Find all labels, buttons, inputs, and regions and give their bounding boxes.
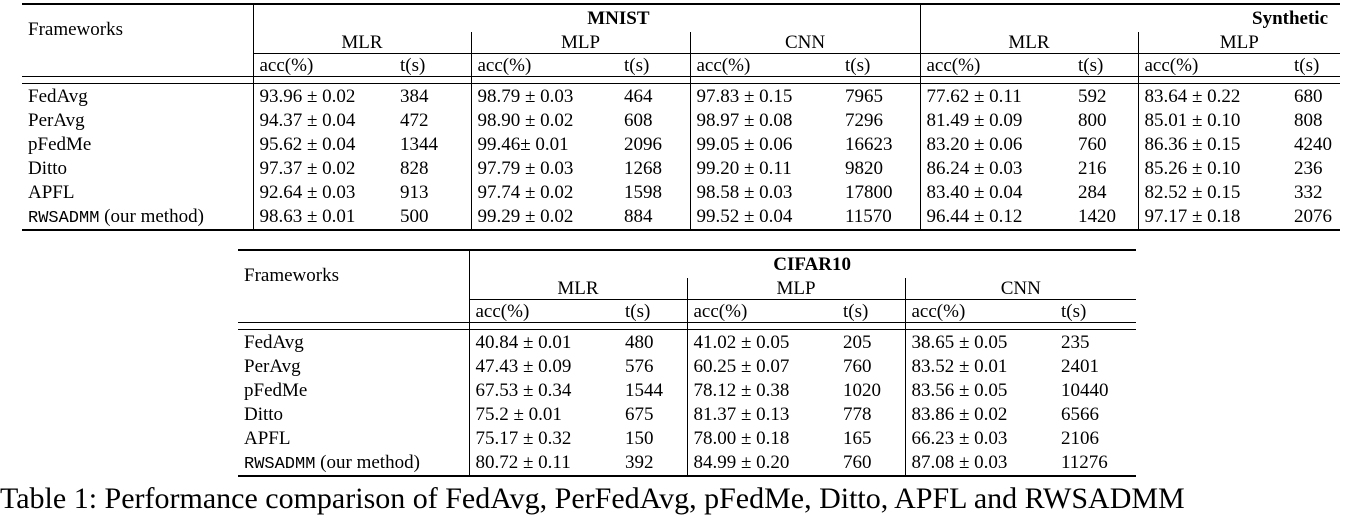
acc-cell: 98.79 ± 0.03: [471, 84, 618, 109]
acc-cell: 99.05 ± 0.06: [690, 132, 839, 156]
time-cell: 1344: [400, 133, 438, 155]
framework-name: PerAvg: [244, 355, 301, 377]
acc-cell: 77.62 ± 0.11: [920, 84, 1072, 109]
model-header: CNN: [905, 278, 1136, 300]
time-cell: 17800: [845, 181, 893, 203]
time-cell: 828: [400, 157, 429, 179]
acc-cell: 82.52 ± 0.15: [1138, 180, 1288, 204]
table-row: [22, 84, 1340, 109]
acc-header: acc(%): [253, 54, 394, 77]
model-header: MLR: [253, 32, 471, 54]
time-header: t(s): [1055, 300, 1136, 323]
time-cell: 1598: [624, 181, 662, 203]
method-code-name: RWSADMM: [244, 454, 316, 474]
framework-name: FedAvg: [28, 85, 88, 107]
acc-cell: 83.64 ± 0.22: [1138, 84, 1288, 109]
time-cell: 4240: [1294, 133, 1332, 155]
acc-cell-best: 97.17 ± 0.18: [1138, 204, 1288, 230]
time-cell: 913: [400, 181, 429, 203]
table-row: [238, 426, 1136, 450]
table-row: [238, 354, 1136, 378]
acc-cell: 83.40 ± 0.04: [920, 180, 1072, 204]
table-row-our-method: [238, 450, 1136, 476]
acc-cell: 95.62 ± 0.04: [253, 132, 394, 156]
time-cell: 592: [1078, 85, 1107, 107]
acc-cell: 81.49 ± 0.09: [920, 108, 1072, 132]
table-row: [22, 156, 1340, 180]
acc-cell: 66.23 ± 0.03: [905, 426, 1055, 450]
time-cell: 1544: [625, 379, 663, 401]
acc-cell-best: 80.72 ± 0.11: [469, 450, 619, 476]
acc-cell: 83.52 ± 0.01: [905, 354, 1055, 378]
framework-name: APFL: [28, 181, 75, 203]
time-cell: 7296: [845, 109, 883, 131]
time-header: t(s): [1072, 54, 1138, 77]
acc-header: acc(%): [905, 300, 1055, 323]
frameworks-header: Frameworks: [22, 4, 253, 54]
acc-cell: 75.17 ± 0.32: [469, 426, 619, 450]
time-cell: 205: [843, 331, 872, 353]
table-row: [22, 132, 1340, 156]
time-cell: 165: [843, 427, 872, 449]
table-caption: Table 1: Performance comparison of FedAvg, PerFedAvg, pFedMe, Ditto, APFL and RWSADMM: [0, 482, 1185, 515]
method-code-name: RWSADMM: [28, 208, 100, 228]
acc-cell: 85.26 ± 0.10: [1138, 156, 1288, 180]
acc-cell: 67.53 ± 0.34: [469, 378, 619, 402]
framework-name: pFedMe: [244, 379, 308, 401]
model-header: MLR: [469, 278, 687, 300]
dataset-header-cifar10: CIFAR10: [469, 250, 1136, 278]
time-header: t(s): [839, 54, 920, 77]
time-cell: 1268: [624, 157, 662, 179]
time-header: t(s): [1288, 54, 1340, 77]
time-cell: 384: [400, 85, 429, 107]
framework-name: Ditto: [28, 157, 68, 179]
acc-cell: 81.37 ± 0.13: [687, 402, 837, 426]
framework-name: PerAvg: [28, 109, 85, 131]
acc-cell: 47.43 ± 0.09: [469, 354, 619, 378]
acc-cell: 92.64 ± 0.03: [253, 180, 394, 204]
dataset-header-synthetic: Synthetic: [920, 4, 1340, 32]
acc-cell-best: 99.52 ± 0.04: [690, 204, 839, 230]
acc-cell: 97.79 ± 0.03: [471, 156, 618, 180]
acc-cell: 78.00 ± 0.18: [687, 426, 837, 450]
acc-cell-best: 99.46± 0.01: [471, 132, 618, 156]
model-header: CNN: [690, 32, 920, 54]
acc-cell: 60.25 ± 0.07: [687, 354, 837, 378]
acc-cell: 93.96 ± 0.02: [253, 84, 394, 109]
time-cell: 608: [624, 109, 653, 131]
acc-header: acc(%): [471, 54, 618, 77]
time-cell: 2096: [624, 133, 662, 155]
time-cell: 2076: [1288, 204, 1340, 230]
acc-cell: 83.56 ± 0.05: [905, 378, 1055, 402]
time-cell: 11276: [1055, 450, 1136, 476]
frameworks-header: Frameworks: [238, 250, 469, 300]
results-table-cifar10: [238, 249, 1136, 477]
model-header: MLP: [471, 32, 690, 54]
acc-header: acc(%): [687, 300, 837, 323]
dataset-header-mnist: MNIST: [253, 4, 920, 32]
time-cell: 576: [625, 355, 654, 377]
acc-cell: 78.12 ± 0.38: [687, 378, 837, 402]
table-row-our-method: [22, 204, 1340, 230]
acc-cell: 98.58 ± 0.03: [690, 180, 839, 204]
time-cell: 778: [843, 403, 872, 425]
time-cell: 680: [1294, 85, 1323, 107]
acc-cell: 85.01 ± 0.10: [1138, 108, 1288, 132]
model-header: MLR: [920, 32, 1138, 54]
time-cell: 2401: [1061, 355, 1099, 377]
framework-name: Ditto: [244, 403, 284, 425]
acc-header: acc(%): [920, 54, 1072, 77]
time-cell: 392: [619, 450, 687, 476]
acc-cell: 98.97 ± 0.08: [690, 108, 839, 132]
acc-cell: 97.37 ± 0.02: [253, 156, 394, 180]
acc-cell: 83.86 ± 0.02: [905, 402, 1055, 426]
time-cell: 760: [837, 450, 905, 476]
time-cell: 10440: [1061, 379, 1109, 401]
acc-cell-best: 84.99 ± 0.20: [687, 450, 837, 476]
acc-cell: 99.20 ± 0.11: [690, 156, 839, 180]
time-cell: 216: [1078, 157, 1107, 179]
framework-name: FedAvg: [244, 331, 304, 353]
framework-name: [22, 204, 253, 230]
time-cell: 150: [625, 427, 654, 449]
time-cell: 16623: [845, 133, 893, 155]
time-cell: 332: [1294, 181, 1323, 203]
acc-header: acc(%): [469, 300, 619, 323]
time-header: t(s): [394, 54, 471, 77]
results-table-mnist-synthetic: [22, 3, 1340, 231]
acc-cell-best: 98.63 ± 0.01: [253, 204, 394, 230]
time-cell: 760: [1078, 133, 1107, 155]
time-cell: 11570: [839, 204, 920, 230]
acc-cell: 38.65 ± 0.05: [905, 330, 1055, 355]
table-row: [238, 378, 1136, 402]
time-cell: 760: [843, 355, 872, 377]
time-header: t(s): [619, 300, 687, 323]
table-row: [238, 402, 1136, 426]
acc-cell: 83.20 ± 0.06: [920, 132, 1072, 156]
method-suffix: (our method): [99, 205, 204, 227]
acc-cell: 40.84 ± 0.01: [469, 330, 619, 355]
acc-cell: 86.24 ± 0.03: [920, 156, 1072, 180]
acc-cell: 86.36 ± 0.15: [1138, 132, 1288, 156]
framework-name: [238, 450, 469, 476]
time-cell: 472: [400, 109, 429, 131]
time-cell: 7965: [845, 85, 883, 107]
time-cell: 800: [1078, 109, 1107, 131]
time-header: t(s): [837, 300, 905, 323]
model-header: MLP: [1138, 32, 1340, 54]
time-cell: 1020: [843, 379, 881, 401]
acc-cell: 97.83 ± 0.15: [690, 84, 839, 109]
time-cell: 464: [624, 85, 653, 107]
time-cell: 284: [1078, 181, 1107, 203]
time-cell: 6566: [1061, 403, 1099, 425]
acc-cell-best: 87.08 ± 0.03: [905, 450, 1055, 476]
time-cell: 2106: [1061, 427, 1099, 449]
acc-header: acc(%): [690, 54, 839, 77]
acc-cell: 41.02 ± 0.05: [687, 330, 837, 355]
acc-cell: 75.2 ± 0.01: [469, 402, 619, 426]
framework-name: APFL: [244, 427, 291, 449]
table-row: [238, 330, 1136, 355]
table-row: [22, 108, 1340, 132]
time-cell: 235: [1061, 331, 1090, 353]
time-cell: 1420: [1072, 204, 1138, 230]
time-cell: 236: [1294, 157, 1323, 179]
acc-header: acc(%): [1138, 54, 1288, 77]
acc-cell-best: 99.29 ± 0.02: [471, 204, 618, 230]
time-cell: 480: [625, 331, 654, 353]
time-cell: 9820: [845, 157, 883, 179]
time-cell: 808: [1294, 109, 1323, 131]
framework-name: pFedMe: [28, 133, 92, 155]
acc-cell-best: 96.44 ± 0.12: [920, 204, 1072, 230]
table-row: [22, 180, 1340, 204]
acc-cell: 98.90 ± 0.02: [471, 108, 618, 132]
acc-cell: 94.37 ± 0.04: [253, 108, 394, 132]
time-cell: 884: [618, 204, 690, 230]
model-header: MLP: [687, 278, 905, 300]
acc-cell: 97.74 ± 0.02: [471, 180, 618, 204]
time-cell: 675: [625, 403, 654, 425]
method-suffix: (our method): [315, 451, 420, 473]
time-cell: 500: [394, 204, 471, 230]
time-header: t(s): [618, 54, 690, 77]
